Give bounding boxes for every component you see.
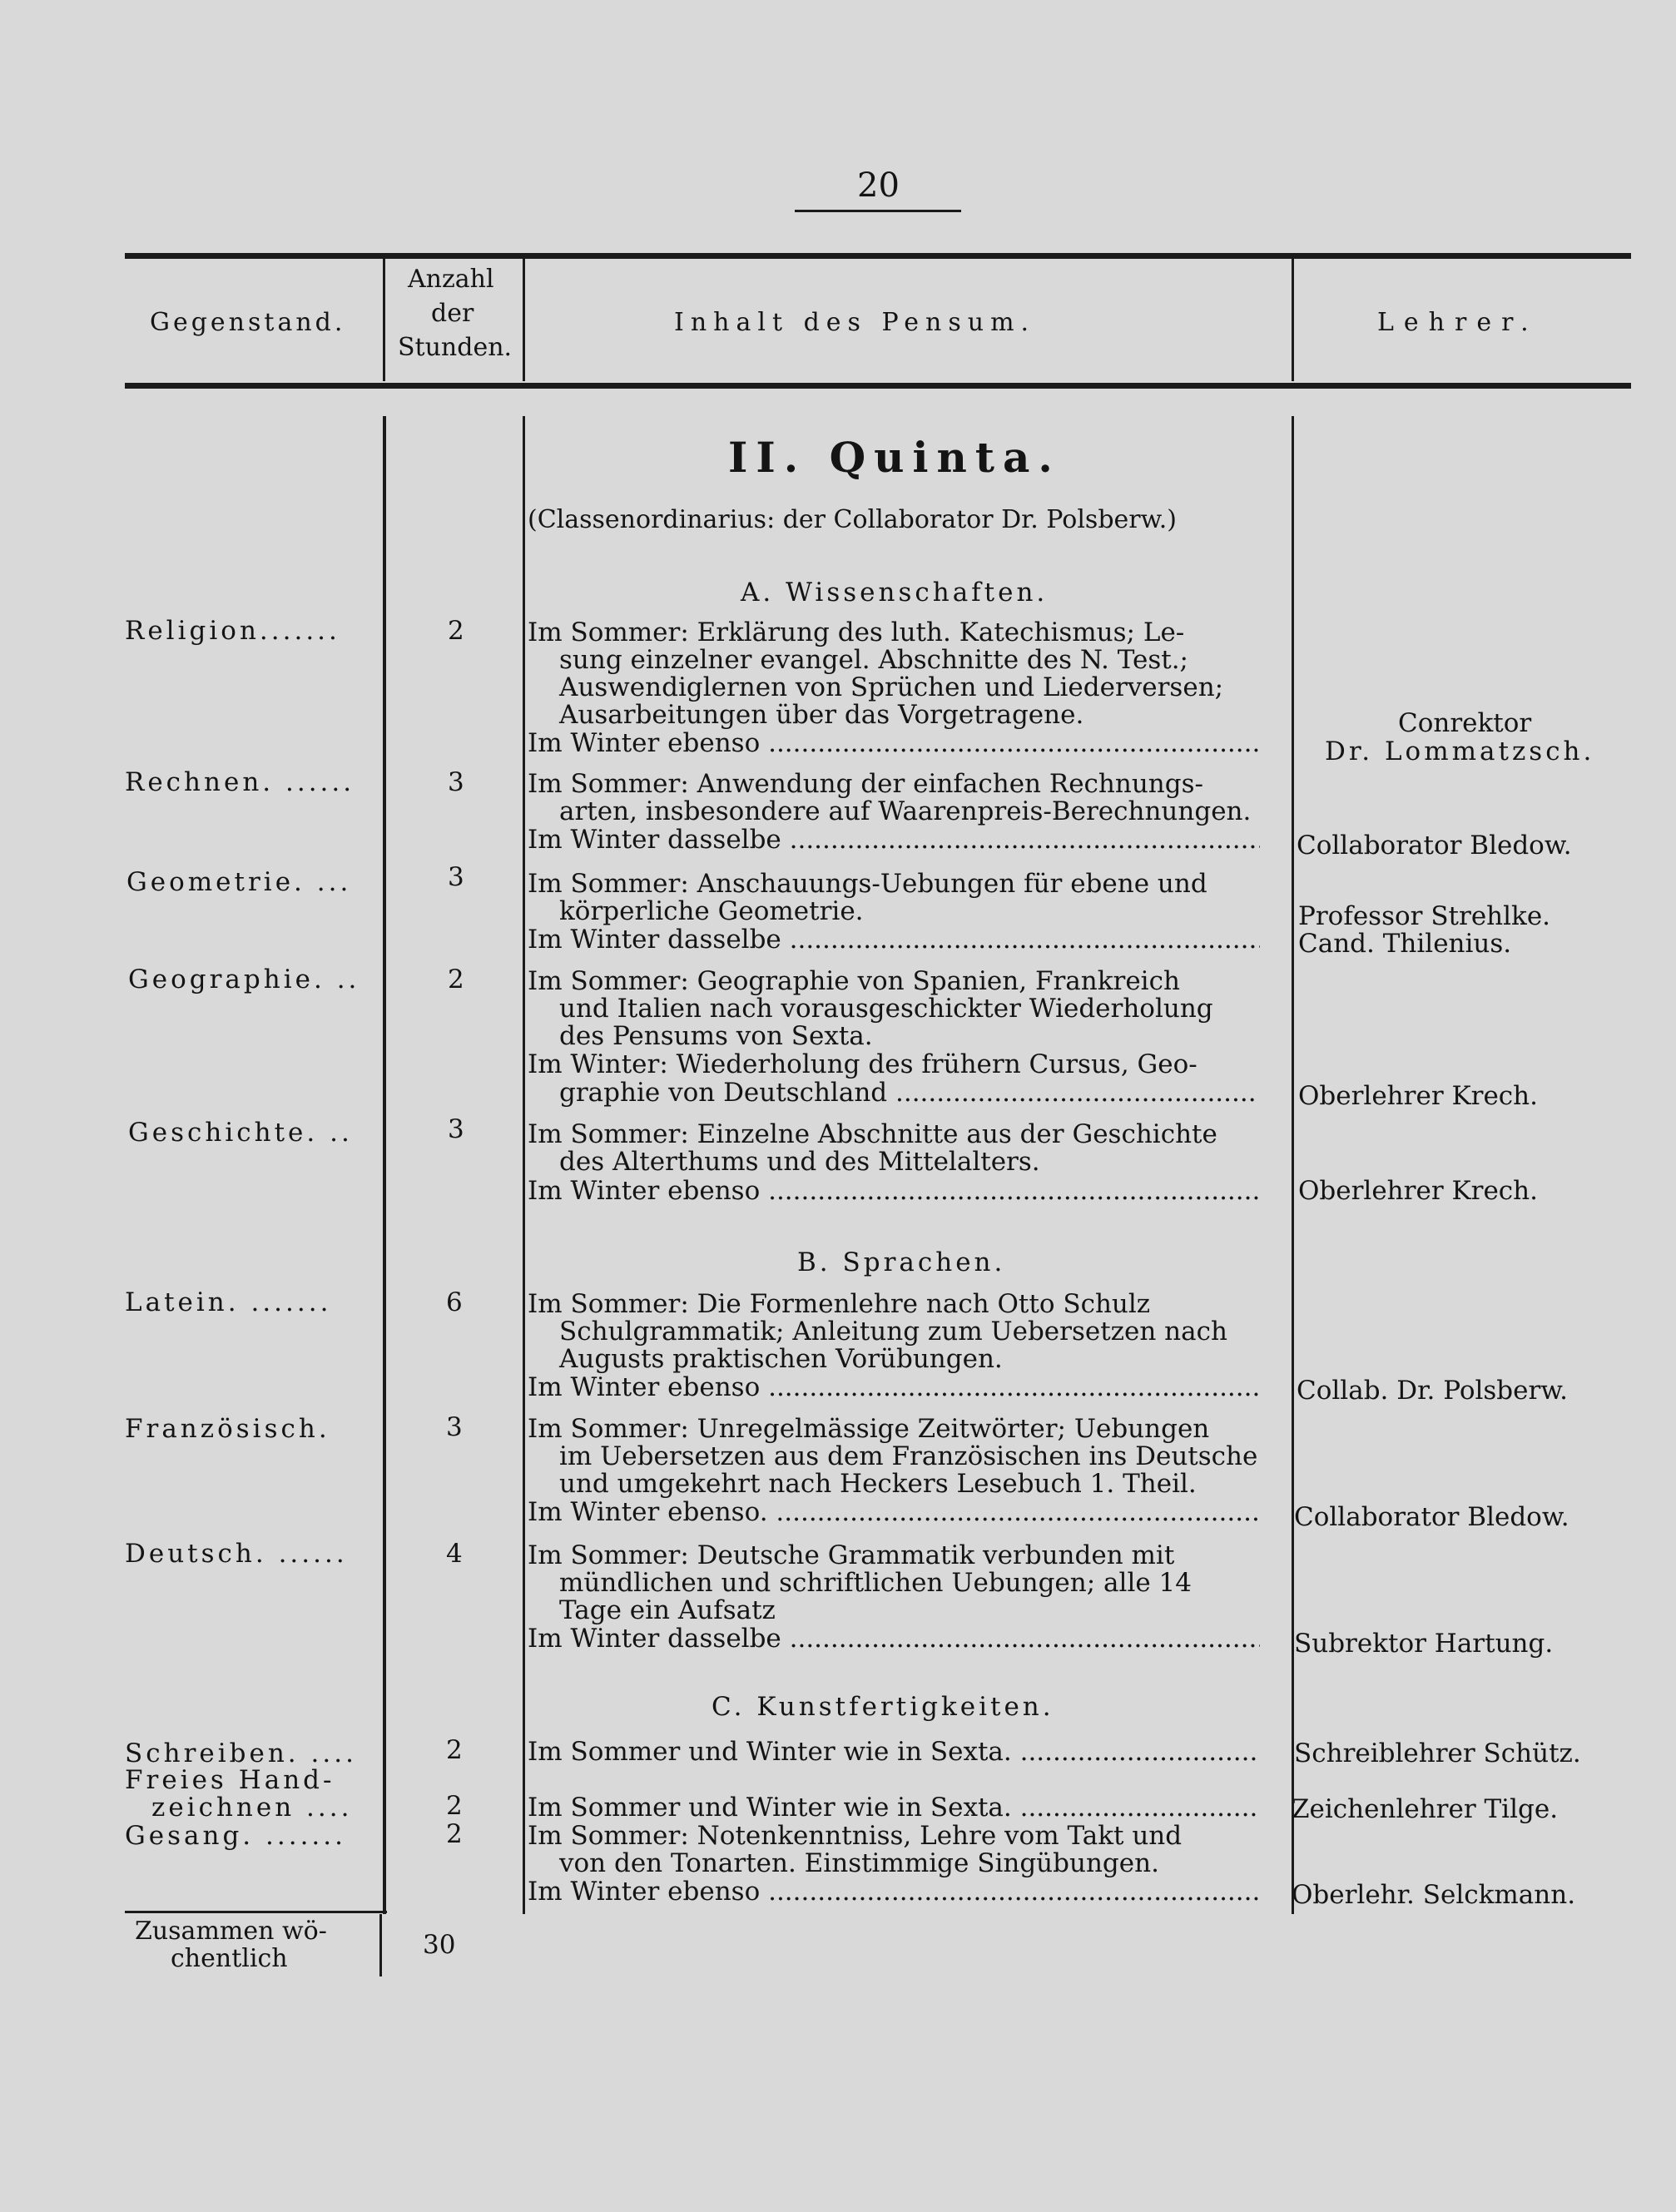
content-line: Im Winter dasselbe ..... <box>528 925 1260 954</box>
header-lehrer: Lehrer. <box>1377 308 1539 337</box>
content-line: Im Sommer und Winter wie in Sexta. ..... <box>528 1738 1260 1766</box>
subject-gesang: Gesang. ....... <box>125 1821 346 1851</box>
hours-latein: 6 <box>446 1287 463 1317</box>
content-line: Im Sommer: Unregelmässige Zeitwörter; Uebungen <box>528 1414 1210 1444</box>
hours-geometrie: 3 <box>448 862 464 892</box>
teacher-religion-name: Dr. Lommatzsch. <box>1325 737 1595 766</box>
subject-rechnen: Rechnen. ...... <box>125 767 355 797</box>
content-line: im Uebersetzen aus dem Französischen ins Deutsche <box>559 1441 1258 1471</box>
header-anzahl: Anzahl <box>408 265 494 294</box>
page-number: 20 <box>857 166 900 205</box>
class-title: II. Quinta. <box>728 433 1061 482</box>
section-c-heading: C. Kunstfertigkeiten. <box>712 1692 1054 1722</box>
content-line: Im Winter dasselbe ..... <box>528 826 1260 854</box>
column-rule-1 <box>383 416 386 1914</box>
column-rule-1-header <box>383 256 385 381</box>
hours-schreiben: 2 <box>446 1735 463 1765</box>
content-line: von den Tonarten. Einstimmige Singübungen. <box>559 1848 1159 1878</box>
teacher-rechnen: Collaborator Bledow. <box>1297 831 1572 860</box>
content-line: Im Sommer: Geographie von Spanien, Frankreich <box>528 966 1180 996</box>
teacher-franzoesisch: Collaborator Bledow. <box>1294 1502 1569 1532</box>
teacher-religion-title: Conrektor <box>1398 708 1532 738</box>
subject-deutsch: Deutsch. ...... <box>125 1539 348 1569</box>
total-label-1: Zusammen wö- <box>135 1917 327 1946</box>
header-top-rule <box>125 253 1631 259</box>
total-column-rule <box>379 1914 382 1976</box>
content-line: Im Sommer: Erklärung des luth. Katechismus; Le- <box>528 617 1185 647</box>
content-line: Auswendiglernen von Sprüchen und Liederversen; <box>559 672 1224 702</box>
hours-religion: 2 <box>448 616 464 646</box>
content-line: Im Sommer: Anschauungs-Uebungen für ebene und <box>528 869 1207 899</box>
ordinarius: (Classenordinarius: der Collaborator Dr. Polsberw.) <box>528 505 1177 534</box>
content-line: Im Winter ebenso ..... <box>528 1877 1260 1906</box>
teacher-geschichte: Oberlehrer Krech. <box>1298 1176 1538 1206</box>
content-line: Im Winter ebenso ..... <box>528 729 1260 757</box>
content-line: und umgekehrt nach Heckers Lesebuch 1. Theil. <box>559 1469 1197 1499</box>
content-line: Im Sommer: Einzelne Abschnitte aus der Geschichte <box>528 1119 1217 1149</box>
content-line: Im Sommer und Winter wie in Sexta. ..... <box>528 1793 1260 1822</box>
teacher-geographie: Oberlehrer Krech. <box>1298 1081 1538 1111</box>
content-line: Im Winter ebenso. ..... <box>528 1498 1260 1526</box>
hours-zeichnen: 2 <box>446 1791 463 1821</box>
subject-geographie: Geographie. .. <box>128 965 360 994</box>
hours-gesang: 2 <box>446 1819 463 1849</box>
subject-zeichnen-1: Freies Hand- <box>125 1765 335 1795</box>
header-bottom-rule <box>125 383 1631 389</box>
content-line: Schulgrammatik; Anleitung zum Uebersetzen nach <box>559 1317 1227 1347</box>
teacher-latein: Collab. Dr. Polsberw. <box>1297 1376 1569 1406</box>
content-line: Tage ein Aufsatz <box>559 1595 776 1625</box>
section-a-heading: A. Wissenschaften. <box>741 578 1049 608</box>
content-line: Im Winter ebenso ..... <box>528 1177 1260 1205</box>
total-rule <box>125 1911 387 1913</box>
content-line: Im Winter dasselbe ..... <box>528 1624 1260 1653</box>
total-label-2: chentlich <box>171 1944 288 1973</box>
hours-rechnen: 3 <box>448 767 464 797</box>
page-number-rule <box>795 210 961 212</box>
column-rule-3-header <box>1292 256 1294 381</box>
header-inhalt: Inhalt des Pensum. <box>674 308 1036 337</box>
content-line: und Italien nach vorausgeschickter Wiederholung <box>559 994 1213 1024</box>
header-der: der <box>431 299 474 328</box>
column-rule-2-header <box>523 256 525 381</box>
column-rule-2 <box>523 416 525 1914</box>
subject-geometrie: Geometrie. ... <box>126 867 352 897</box>
hours-deutsch: 4 <box>446 1539 463 1569</box>
teacher-geometrie-1: Professor Strehlke. <box>1298 901 1551 931</box>
content-line: des Alterthums und des Mittelalters. <box>559 1147 1040 1177</box>
content-line: Ausarbeitungen über das Vorgetragene. <box>559 700 1084 730</box>
teacher-geometrie-2: Cand. Thilenius. <box>1298 929 1512 959</box>
total-hours: 30 <box>423 1930 456 1960</box>
column-rule-3 <box>1292 416 1294 1914</box>
teacher-deutsch: Subrektor Hartung. <box>1294 1629 1554 1659</box>
content-line: sung einzelner evangel. Abschnitte des N. Test.; <box>559 645 1189 675</box>
content-line: graphie von Deutschland ..... <box>559 1079 1258 1107</box>
content-line: Im Sommer: Deutsche Grammatik verbunden mit <box>528 1540 1175 1570</box>
subject-latein: Latein. ....... <box>125 1287 332 1317</box>
header-stunden: Stunden. <box>398 333 513 362</box>
teacher-schreiben: Schreiblehrer Schütz. <box>1294 1738 1581 1768</box>
subject-zeichnen-2: zeichnen .... <box>151 1793 353 1823</box>
teacher-gesang: Oberlehr. Selckmann. <box>1292 1880 1576 1910</box>
subject-schreiben: Schreiben. .... <box>125 1738 357 1768</box>
subject-geschichte: Geschichte. .. <box>128 1118 353 1148</box>
content-line: körperliche Geometrie. <box>559 896 864 926</box>
hours-franzoesisch: 3 <box>446 1412 463 1442</box>
teacher-zeichnen: Zeichenlehrer Tilge. <box>1292 1794 1559 1824</box>
content-line: mündlichen und schriftlichen Uebungen; alle 14 <box>559 1568 1192 1598</box>
subject-franzoesisch: Französisch. <box>125 1414 330 1444</box>
content-line: Im Sommer: Anwendung der einfachen Rechnungs- <box>528 769 1203 799</box>
content-line: Im Sommer: Die Formenlehre nach Otto Schulz <box>528 1289 1151 1319</box>
content-line: des Pensums von Sexta. <box>559 1021 873 1051</box>
content-line: Im Sommer: Notenkenntniss, Lehre vom Takt und <box>528 1821 1183 1851</box>
content-line: Augusts praktischen Vorübungen. <box>559 1344 1003 1374</box>
subject-religion: Religion....... <box>125 616 340 646</box>
content-line: Im Winter ebenso ..... <box>528 1373 1260 1401</box>
header-gegenstand: Gegenstand. <box>150 308 346 337</box>
hours-geographie: 2 <box>448 965 464 994</box>
content-line: Im Winter: Wiederholung des frühern Cursus, Geo- <box>528 1049 1197 1079</box>
section-b-heading: B. Sprachen. <box>797 1247 1006 1277</box>
content-line: arten, insbesondere auf Waarenpreis-Berechnungen. <box>559 796 1252 826</box>
hours-geschichte: 3 <box>448 1114 464 1144</box>
